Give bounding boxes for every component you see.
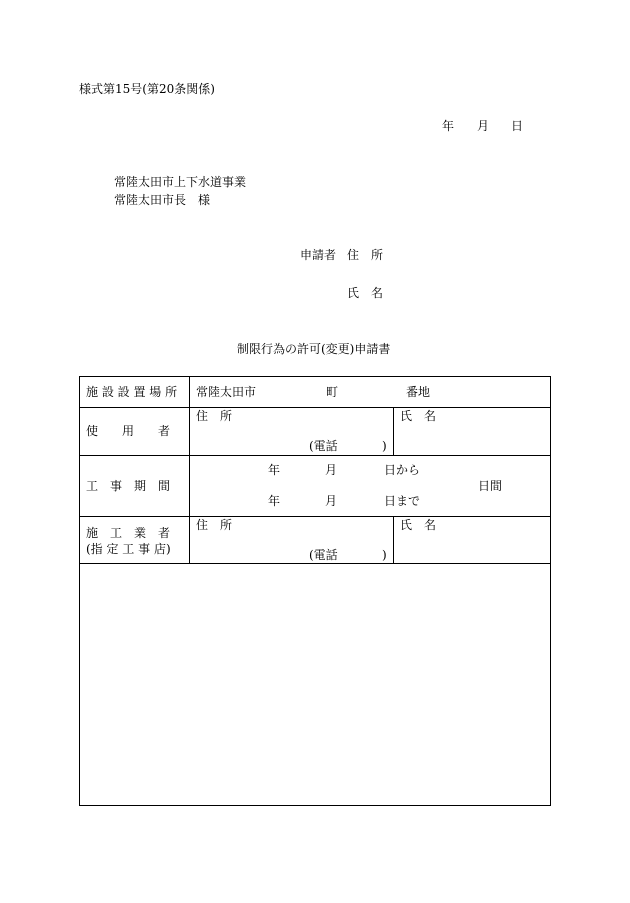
applicant-name-label: 氏 名 [347,286,384,300]
designated-contractor-label: (指 定 工 事 店) [86,542,171,556]
name-column-divider [393,407,394,455]
name-column-divider [393,516,394,563]
applicant-address-label: 住 所 [347,248,384,262]
end-day-label: 日まで [384,494,421,508]
form-number: 様式第15号(第20条関係) [79,82,215,96]
start-year-label: 年 [268,463,281,477]
row-divider [80,407,550,408]
contractor-phone-open: (電話 [309,548,338,562]
date-day-label: 日 [511,119,524,133]
user-phone-close: ) [382,439,387,453]
date-month-label: 月 [477,119,490,133]
start-day-label: 日から [384,463,421,477]
addressee-line1: 常陸太田市上下水道事業 [114,175,247,189]
date-year-label: 年 [442,119,455,133]
end-year-label: 年 [268,494,281,508]
applicant-label: 申請者 [300,248,337,262]
label-column-divider [189,377,190,563]
contractor-name-label: 氏 名 [400,518,437,532]
addressee-line2: 常陸太田市長 様 [114,193,211,207]
start-month-label: 月 [325,463,338,477]
document-title: 制限行為の許可(変更)申請書 [237,342,391,356]
facility-banchi-label: 番地 [406,385,431,399]
user-label: 使 用 者 [86,424,171,438]
facility-city: 常陸太田市 [196,385,257,399]
end-month-label: 月 [325,494,338,508]
user-phone-open: (電話 [309,439,338,453]
application-form-table [79,376,551,806]
free-entry-area [80,564,550,805]
contractor-phone-close: ) [382,548,387,562]
row-divider [80,455,550,456]
user-name-label: 氏 名 [400,409,437,423]
contractor-address-label: 住 所 [196,518,233,532]
contractor-label: 施 工 業 者 [86,526,171,540]
period-days-label: 日間 [478,479,503,493]
row-divider [80,516,550,517]
user-address-label: 住 所 [196,409,233,423]
construction-period-label: 工 事 期 間 [86,479,171,493]
facility-town-label: 町 [326,385,339,399]
facility-location-label: 施 設 設 置 場 所 [86,385,178,399]
